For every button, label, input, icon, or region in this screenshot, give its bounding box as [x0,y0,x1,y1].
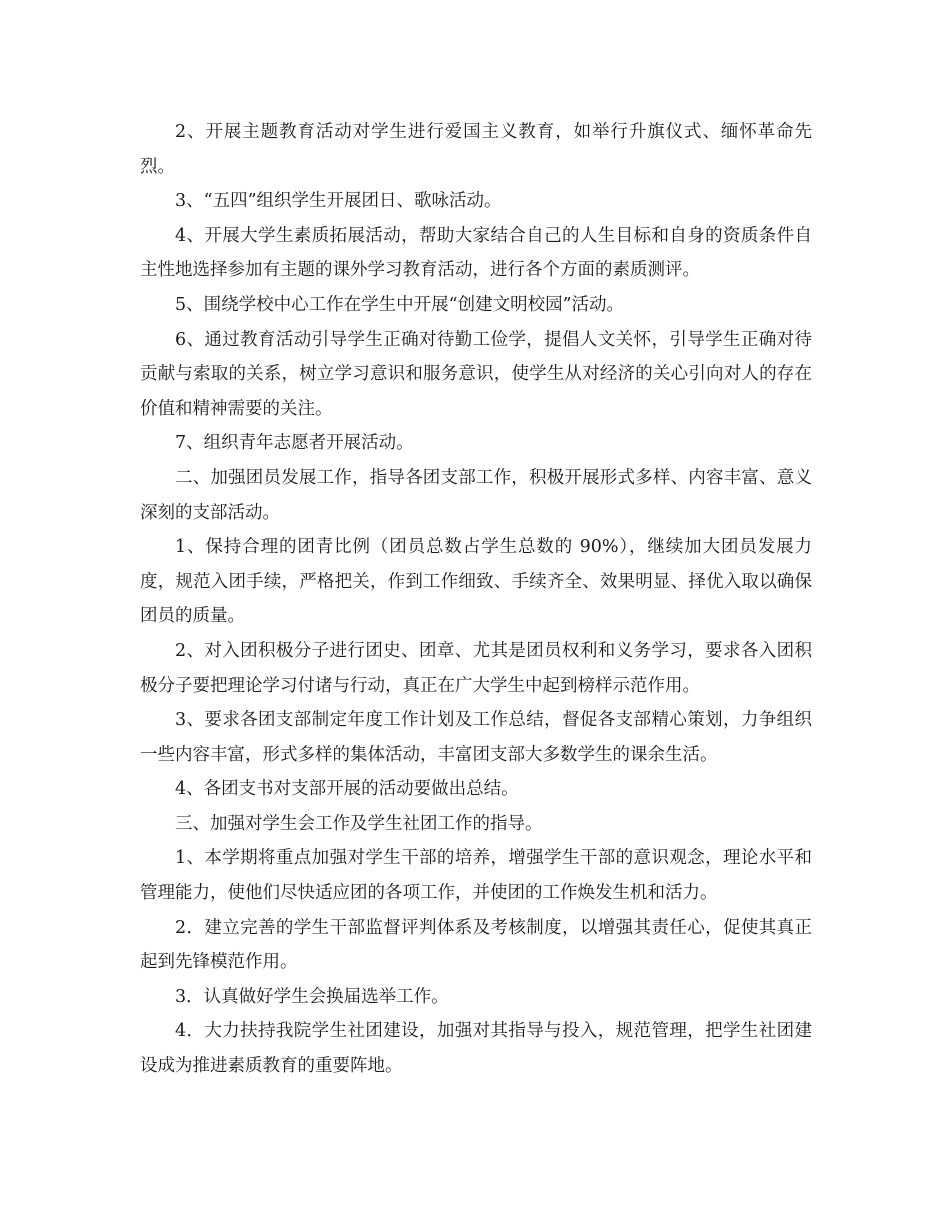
document-body [140,115,812,1084]
paragraph: 3、“五四”组织学生开展团日、歌咏活动。 [175,191,502,212]
paragraph: 1、本学期将重点加强对学生干部的培养，增强学生干部的意识观念，理论水平和管理能力，使他们尽快适应团的各项工作，并使团的工作焕发生机和活力。 [140,848,812,904]
paragraph: 2、开展主题教育活动对学生进行爱国主义教育，如举行升旗仪式、缅怀革命先烈。 [140,122,812,177]
paragraph: 3、要求各团支部制定年度工作计划及工作总结，督促各支部精心策划，力争组织一些内容丰富，形式多样的集体活动，丰富团支部大多数学生的课余生活。 [140,710,812,765]
paragraph: 4、各团支书对支部开展的活动要做出总结。 [175,779,519,800]
paragraph: 5、围绕学校中心工作在学生中开展“创建文明校园”活动。 [175,294,625,315]
paragraph: 6、通过教育活动引导学生正确对待勤工俭学，提倡人文关怀，引导学生正确对待贡献与索取的关系，树立学习意识和服务意识，使学生从对经济的关心引向对人的存在价值和精神需要的关注。 [140,329,812,419]
section-heading: 三、加强对学生会工作及学生社团工作的指导。 [175,813,543,834]
paragraph: 2、对入团积极分子进行团史、团章、尤其是团员权利和义务学习，要求各入团积极分子要把理论学习付诸与行动，真正在广大学生中起到榜样示范作用。 [140,640,812,696]
paragraph: 3．认真做好学生会换届选举工作。 [175,986,449,1007]
paragraph: 7、组织青年志愿者开展活动。 [175,433,414,454]
paragraph: 1、保持合理的团青比例（团员总数占学生总数的 90%），继续加大团员发展力度，规范入团手续，严格把关，作到工作细致、手续齐全、效果明显、择优入取以确保团员的质量。 [140,537,812,627]
section-heading: 二、加强团员发展工作，指导各团支部工作，积极开展形式多样、内容丰富、意义深刻的支部活动。 [140,467,812,523]
paragraph: 2．建立完善的学生干部监督评判体系及考核制度，以增强其责任心，促使其真正起到先锋模范作用。 [140,917,812,973]
paragraph: 4．大力扶持我院学生社团建设，加强对其指导与投入，规范管理，把学生社团建设成为推进素质教育的重要阵地。 [140,1021,812,1077]
paragraph: 4、开展大学生素质拓展活动，帮助大家结合自己的人生目标和自身的资质条件自主性地选择参加有主题的课外学习教育活动，进行各个方面的素质测评。 [140,225,812,281]
